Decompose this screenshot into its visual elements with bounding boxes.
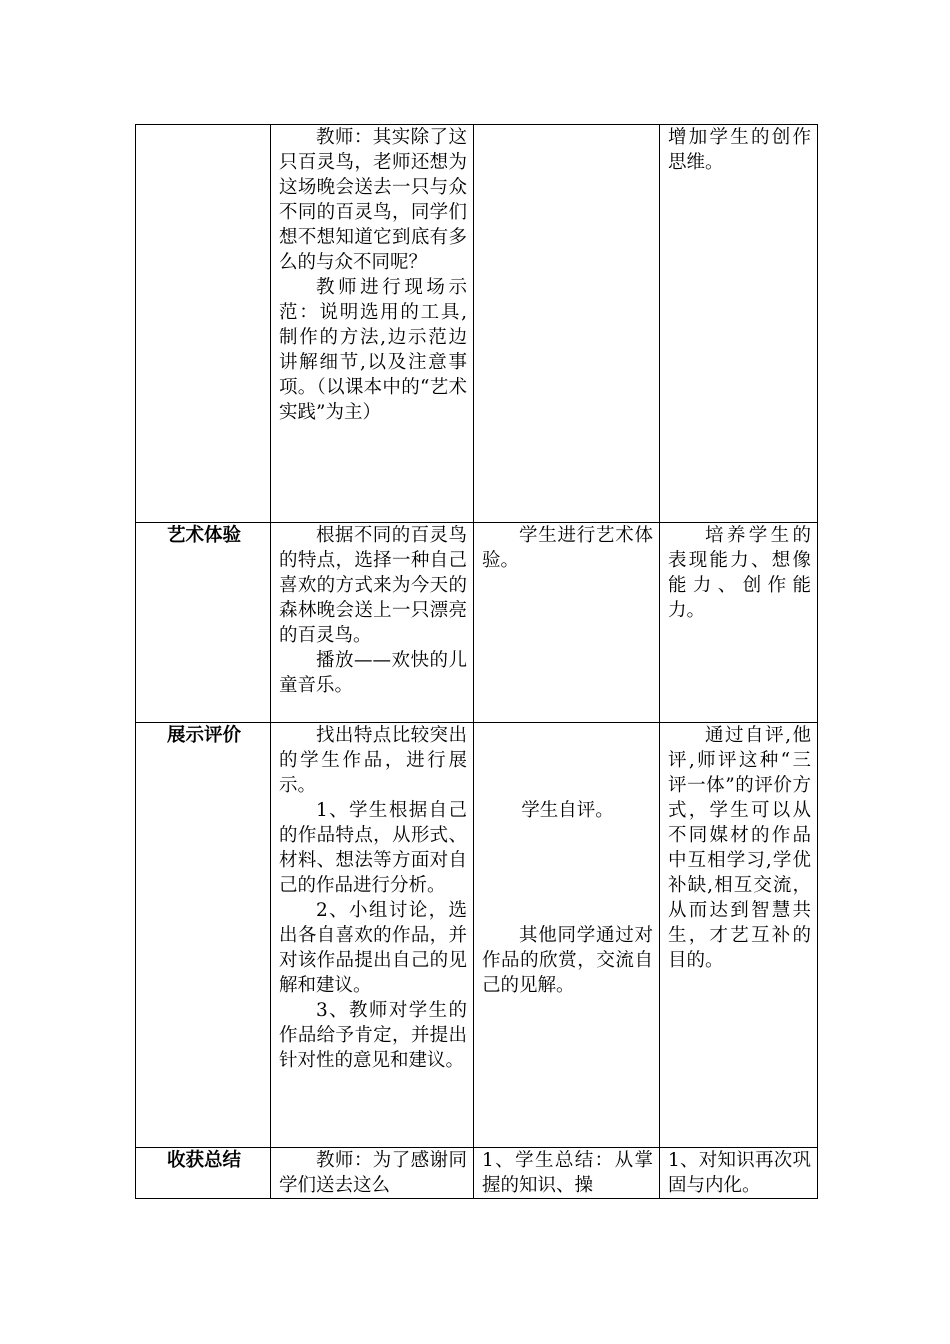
purpose-paragraph: 1、对知识再次巩固与内化。 bbox=[668, 1150, 811, 1196]
stage-cell: 收获总结 bbox=[136, 1148, 271, 1199]
stage-cell: 艺术体验 bbox=[136, 523, 271, 723]
table-row bbox=[136, 1148, 818, 1199]
teacher-activity-cell bbox=[271, 723, 474, 1148]
teacher-paragraph: 播放——欢快的儿童音乐。 bbox=[279, 650, 467, 696]
student-activity-cell bbox=[474, 723, 660, 1148]
student-paragraph: 学生进行艺术体验。 bbox=[482, 525, 653, 571]
design-purpose-cell bbox=[660, 125, 818, 523]
teacher-activity-cell bbox=[271, 1148, 474, 1199]
stage-cell: 展示评价 bbox=[136, 723, 271, 1148]
teacher-paragraph: 教师：其实除了这只百灵鸟，老师还想为这场晚会送去一只与众不同的百灵鸟，同学们想不想知道它到底有多么的与众不同呢？ bbox=[279, 127, 467, 273]
design-purpose-cell bbox=[660, 723, 818, 1148]
student-paragraph: 1、学生总结：从掌握的知识、操 bbox=[482, 1150, 653, 1196]
student-activity-cell bbox=[474, 1148, 660, 1199]
table-row bbox=[136, 523, 818, 723]
stage-cell bbox=[136, 125, 271, 523]
purpose-paragraph: 培养学生的表现能力、想像能力、创作能力。 bbox=[668, 525, 811, 621]
lesson-plan-table bbox=[135, 124, 818, 1199]
student-paragraph: 学生自评。 bbox=[521, 800, 614, 821]
student-activity-cell bbox=[474, 125, 660, 523]
purpose-paragraph: 通过自评,他评,师评这种“三评一体”的评价方式，学生可以从不同媒材的作品中互相学习,学优补缺,相互交流，从而达到智慧共生，才艺互补的目的。 bbox=[668, 725, 811, 971]
student-activity-cell bbox=[474, 523, 660, 723]
teacher-paragraph: 2、小组讨论，选出各自喜欢的作品，并对该作品提出自己的见解和建议。 bbox=[279, 900, 467, 996]
design-purpose-cell bbox=[660, 1148, 818, 1199]
purpose-paragraph: 增加学生的创作思维。 bbox=[668, 127, 811, 173]
teacher-paragraph: 3、教师对学生的作品给予肯定，并提出针对性的意见和建议。 bbox=[279, 1000, 467, 1071]
teacher-activity-cell bbox=[271, 523, 474, 723]
teacher-paragraph: 教师进行现场示范：说明选用的工具,制作的方法,边示范边讲解细节,以及注意事项。（以课本中的“艺术实践”为主） bbox=[279, 277, 467, 423]
table-row bbox=[136, 723, 818, 1148]
teacher-paragraph: 教师：为了感谢同学们送去这么 bbox=[279, 1150, 467, 1196]
table-row bbox=[136, 125, 818, 523]
teacher-paragraph: 1、学生根据自己的作品特点，从形式、材料、想法等方面对自己的作品进行分析。 bbox=[279, 800, 467, 896]
teacher-paragraph: 找出特点比较突出的学生作品，进行展示。 bbox=[279, 725, 467, 796]
teacher-activity-cell bbox=[271, 125, 474, 523]
design-purpose-cell bbox=[660, 523, 818, 723]
teacher-paragraph: 根据不同的百灵鸟的特点，选择一种自己喜欢的方式来为今天的森林晚会送上一只漂亮的百灵鸟。 bbox=[279, 525, 467, 646]
student-paragraph: 其他同学通过对作品的欣赏，交流自己的见解。 bbox=[482, 925, 653, 996]
